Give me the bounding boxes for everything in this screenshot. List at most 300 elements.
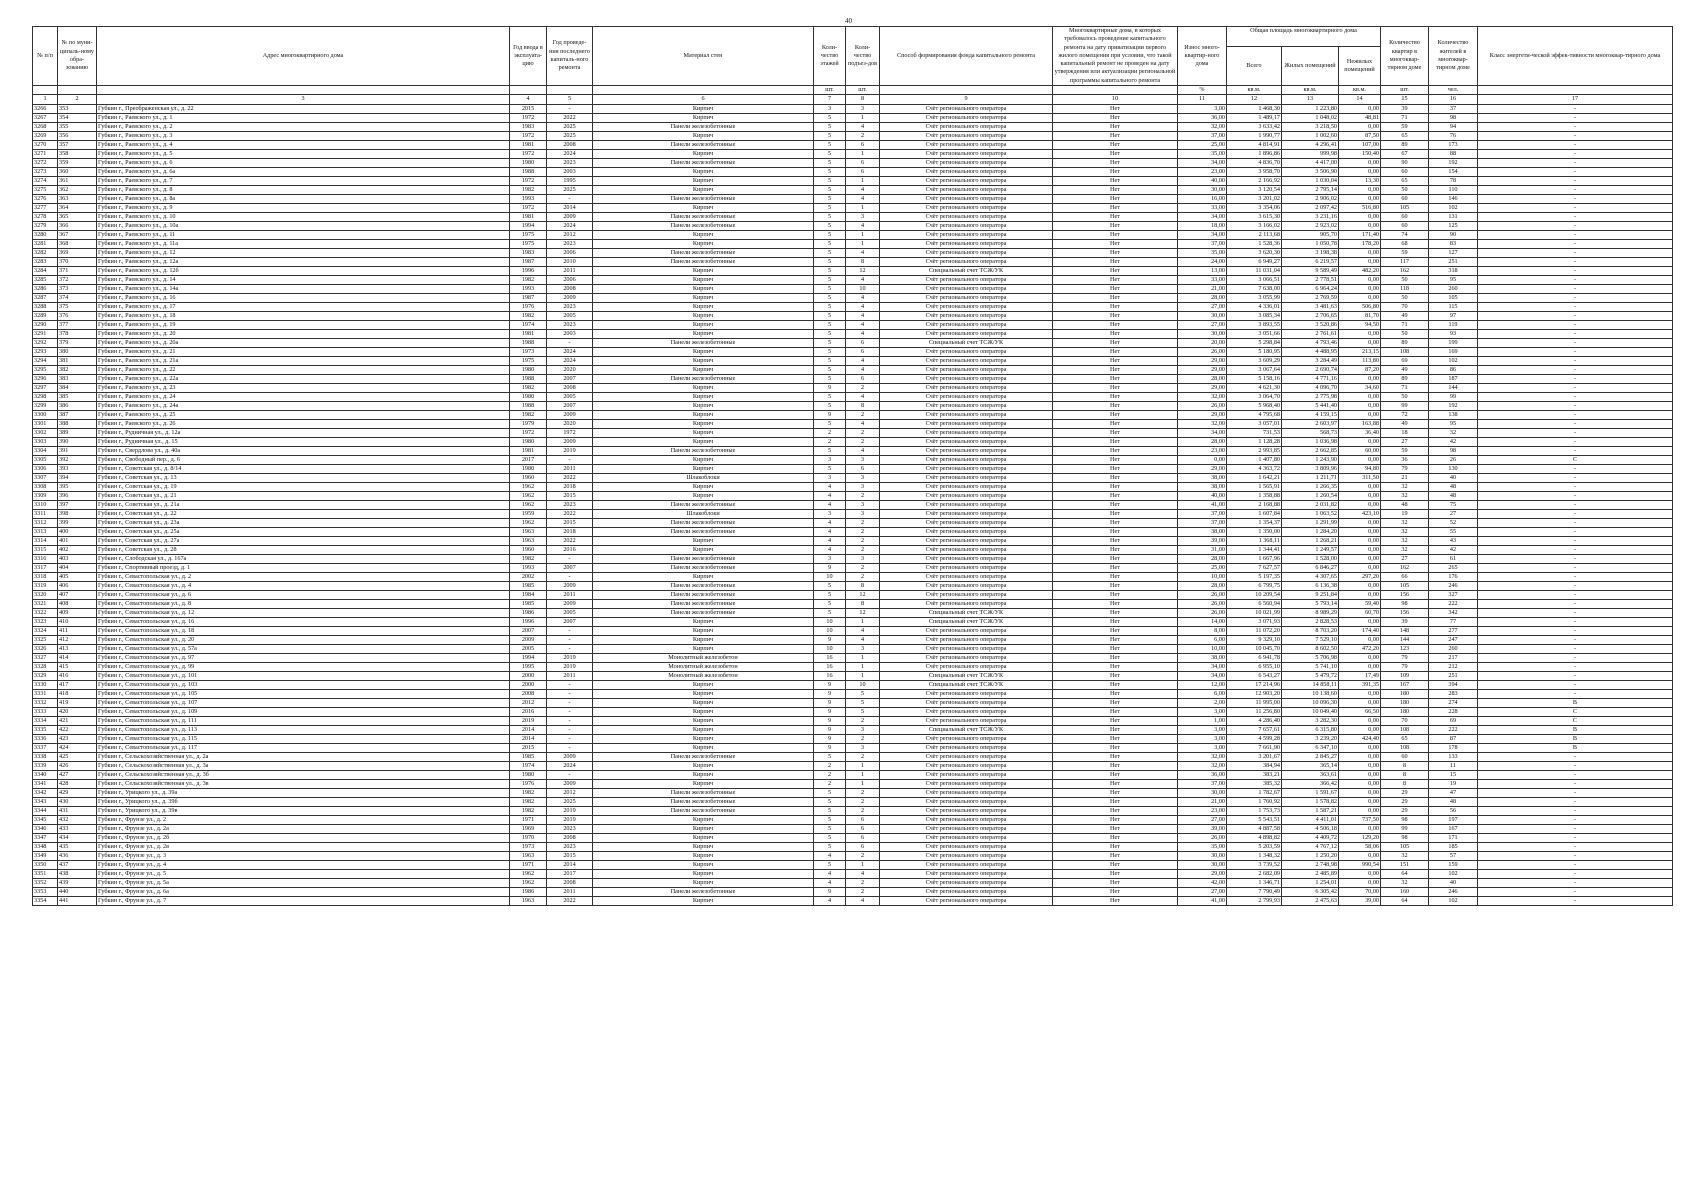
entrances-cell: 2 — [846, 383, 880, 392]
privatization-repair-cell: Нет — [1053, 347, 1178, 356]
entrances-cell: 2 — [846, 851, 880, 860]
year-built-cell: 1972 — [510, 113, 547, 122]
address-cell: Губкин г., Раевского ул., д. 26 — [97, 419, 510, 428]
floors-cell: 9 — [814, 716, 846, 725]
row-number-cell: 3306 — [33, 464, 58, 473]
area-total-cell: 12 903,20 — [1227, 689, 1282, 698]
residents-cell: 40 — [1429, 878, 1478, 887]
row-number-cell: 3334 — [33, 716, 58, 725]
municipal-number-cell: 438 — [58, 869, 97, 878]
address-cell: Губкин г., Севастопольская ул., д. 20 — [97, 635, 510, 644]
energy-class-cell: - — [1478, 419, 1673, 428]
entrances-cell: 2 — [846, 536, 880, 545]
apartments-cell: 98 — [1381, 815, 1429, 824]
wall-material-cell: Панели железобетонные — [593, 500, 814, 509]
area-residential-cell: 2 097,42 — [1282, 203, 1339, 212]
area-total-cell: 1 368,11 — [1227, 536, 1282, 545]
residents-cell: 78 — [1429, 176, 1478, 185]
address-cell: Губкин г., Фрунзе ул., д. 2а — [97, 824, 510, 833]
floors-cell: 9 — [814, 698, 846, 707]
last-repair-year-cell: 2005 — [547, 392, 593, 401]
last-repair-year-cell: 2023 — [547, 239, 593, 248]
wall-material-cell: Кирпич — [593, 491, 814, 500]
wear-cell: 34,00 — [1178, 662, 1227, 671]
entrances-cell: 4 — [846, 446, 880, 455]
table-row — [33, 131, 1673, 140]
municipal-number-cell: 377 — [58, 320, 97, 329]
row-number-cell: 3315 — [33, 545, 58, 554]
row-number-cell: 3337 — [33, 743, 58, 752]
privatization-repair-cell: Нет — [1053, 383, 1178, 392]
unit-cell — [880, 86, 1053, 95]
entrances-cell: 6 — [846, 833, 880, 842]
wear-cell: 10,00 — [1178, 572, 1227, 581]
apartments-cell: 36 — [1381, 455, 1429, 464]
address-cell: Губкин г., Сельскохозяйственная ул., д. 3б — [97, 770, 510, 779]
floors-cell: 4 — [814, 518, 846, 527]
entrances-cell: 4 — [846, 365, 880, 374]
area-nonresidential-cell: 0,00 — [1339, 221, 1381, 230]
area-residential-cell: 999,98 — [1282, 149, 1339, 158]
area-residential-cell: 4 096,70 — [1282, 383, 1339, 392]
wall-material-cell: Кирпич — [593, 185, 814, 194]
wall-material-cell: Кирпич — [593, 707, 814, 716]
address-cell: Губкин г., Урицкого ул., д. 39в — [97, 806, 510, 815]
wear-cell: 3,00 — [1178, 734, 1227, 743]
wall-material-cell: Кирпич — [593, 311, 814, 320]
area-nonresidential-cell: 0,00 — [1339, 617, 1381, 626]
wear-cell: 31,00 — [1178, 545, 1227, 554]
last-repair-year-cell: 2011 — [547, 464, 593, 473]
address-cell: Губкин г., Раевского ул., д. 20а — [97, 338, 510, 347]
address-cell: Губкин г., Севастопольская ул., д. 4 — [97, 581, 510, 590]
privatization-repair-cell: Нет — [1053, 230, 1178, 239]
address-cell: Губкин г., Фрунзе ул., д. 4 — [97, 860, 510, 869]
area-total-cell: 1 528,36 — [1227, 239, 1282, 248]
municipal-number-cell: 427 — [58, 770, 97, 779]
entrances-cell: 12 — [846, 266, 880, 275]
fund-method-cell: Счёт регионального оператора — [880, 347, 1053, 356]
area-nonresidential-cell: 0,00 — [1339, 545, 1381, 554]
area-total-cell: 3 066,51 — [1227, 275, 1282, 284]
last-repair-year-cell: - — [547, 635, 593, 644]
apartments-cell: 79 — [1381, 662, 1429, 671]
fund-method-cell: Счёт регионального оператора — [880, 689, 1053, 698]
unit-cell: чел. — [1429, 86, 1478, 95]
last-repair-year-cell: 2003 — [547, 329, 593, 338]
wall-material-cell: Панели железобетонные — [593, 158, 814, 167]
last-repair-year-cell: 2024 — [547, 149, 593, 158]
area-residential-cell: 1 211,71 — [1282, 473, 1339, 482]
area-total-cell: 1 667,96 — [1227, 554, 1282, 563]
energy-class-cell: - — [1478, 680, 1673, 689]
entrances-cell: 2 — [846, 734, 880, 743]
fund-method-cell: Счёт регионального оператора — [880, 248, 1053, 257]
year-built-cell: 1981 — [510, 329, 547, 338]
area-total-cell: 3 615,30 — [1227, 212, 1282, 221]
table-row — [33, 734, 1673, 743]
municipal-number-cell: 429 — [58, 788, 97, 797]
fund-method-cell: Счёт регионального оператора — [880, 284, 1053, 293]
entrances-cell: 1 — [846, 860, 880, 869]
entrances-cell: 2 — [846, 752, 880, 761]
residents-cell: 55 — [1429, 527, 1478, 536]
fund-method-cell: Счёт регионального оператора — [880, 635, 1053, 644]
energy-class-cell: - — [1478, 617, 1673, 626]
last-repair-year-cell: 2008 — [547, 878, 593, 887]
row-number-cell: 3324 — [33, 626, 58, 635]
wall-material-cell: Кирпич — [593, 239, 814, 248]
wall-material-cell: Кирпич — [593, 770, 814, 779]
area-residential-cell: 2 706,65 — [1282, 311, 1339, 320]
year-built-cell: 1962 — [510, 518, 547, 527]
table-row — [33, 824, 1673, 833]
header-wear: Износ много-квартир-ного дома — [1178, 27, 1227, 86]
fund-method-cell: Счёт регионального оператора — [880, 401, 1053, 410]
residents-cell: 185 — [1429, 842, 1478, 851]
address-cell: Губкин г., Свободный пер., д. 6 — [97, 455, 510, 464]
row-number-cell: 3271 — [33, 149, 58, 158]
area-total-cell: 5 543,51 — [1227, 815, 1282, 824]
area-nonresidential-cell: 0,00 — [1339, 878, 1381, 887]
privatization-repair-cell: Нет — [1053, 284, 1178, 293]
entrances-cell: 6 — [846, 464, 880, 473]
residents-cell: 138 — [1429, 410, 1478, 419]
entrances-cell: 12 — [846, 608, 880, 617]
address-cell: Губкин г., Раевского ул., д. 19 — [97, 320, 510, 329]
entrances-cell: 6 — [846, 824, 880, 833]
floors-cell: 5 — [814, 176, 846, 185]
privatization-repair-cell: Нет — [1053, 275, 1178, 284]
year-built-cell: 1975 — [510, 356, 547, 365]
residents-cell: 265 — [1429, 563, 1478, 572]
residents-cell: 105 — [1429, 293, 1478, 302]
energy-class-cell: - — [1478, 122, 1673, 131]
area-nonresidential-cell: 0,00 — [1339, 788, 1381, 797]
header-area-residential: Жилых помещений — [1282, 47, 1339, 86]
row-number-cell: 3319 — [33, 581, 58, 590]
address-cell: Губкин г., Севастопольская ул., д. 99 — [97, 662, 510, 671]
area-total-cell: 1 896,86 — [1227, 149, 1282, 158]
wear-cell: 21,00 — [1178, 797, 1227, 806]
last-repair-year-cell: 2006 — [547, 248, 593, 257]
energy-class-cell: B — [1478, 743, 1673, 752]
wall-material-cell: Панели железобетонные — [593, 806, 814, 815]
entrances-cell: 6 — [846, 338, 880, 347]
energy-class-cell: - — [1478, 554, 1673, 563]
address-cell: Губкин г., Раевского ул., д. 11а — [97, 239, 510, 248]
municipal-number-cell: 430 — [58, 797, 97, 806]
apartments-cell: 98 — [1381, 833, 1429, 842]
last-repair-year-cell: 2023 — [547, 302, 593, 311]
entrances-cell: 3 — [846, 725, 880, 734]
residents-cell: 154 — [1429, 167, 1478, 176]
residents-cell: 192 — [1429, 401, 1478, 410]
last-repair-year-cell: 2009 — [547, 581, 593, 590]
column-number-cell: 7 — [814, 95, 846, 104]
entrances-cell: 4 — [846, 185, 880, 194]
last-repair-year-cell: - — [547, 554, 593, 563]
address-cell: Губкин г., Урицкого ул., д. 39а — [97, 788, 510, 797]
floors-cell: 5 — [814, 320, 846, 329]
area-nonresidential-cell: 0,00 — [1339, 563, 1381, 572]
energy-class-cell: - — [1478, 275, 1673, 284]
privatization-repair-cell: Нет — [1053, 329, 1178, 338]
entrances-cell: 2 — [846, 716, 880, 725]
municipal-number-cell: 409 — [58, 608, 97, 617]
column-number-cell: 5 — [547, 95, 593, 104]
privatization-repair-cell: Нет — [1053, 545, 1178, 554]
address-cell: Губкин г., Сельскохозяйственная ул., д. 3а — [97, 761, 510, 770]
apartments-cell: 48 — [1381, 500, 1429, 509]
municipal-number-cell: 384 — [58, 383, 97, 392]
energy-class-cell: - — [1478, 482, 1673, 491]
residents-cell: 131 — [1429, 212, 1478, 221]
wall-material-cell: Кирпич — [593, 365, 814, 374]
column-number-cell: 11 — [1178, 95, 1227, 104]
municipal-number-cell: 390 — [58, 437, 97, 446]
last-repair-year-cell: 2024 — [547, 356, 593, 365]
wall-material-cell: Кирпич — [593, 815, 814, 824]
entrances-cell: 6 — [846, 347, 880, 356]
area-nonresidential-cell: 0,00 — [1339, 797, 1381, 806]
table-row — [33, 608, 1673, 617]
entrances-cell: 3 — [846, 212, 880, 221]
floors-cell: 5 — [814, 788, 846, 797]
entrances-cell: 4 — [846, 311, 880, 320]
area-total-cell: 17 214,96 — [1227, 680, 1282, 689]
fund-method-cell: Счёт регионального оператора — [880, 374, 1053, 383]
entrances-cell: 4 — [846, 635, 880, 644]
table-row — [33, 230, 1673, 239]
entrances-cell: 4 — [846, 194, 880, 203]
area-residential-cell: 363,61 — [1282, 770, 1339, 779]
row-number-cell: 3298 — [33, 392, 58, 401]
wall-material-cell: Кирпич — [593, 320, 814, 329]
address-cell: Губкин г., Рудничная ул., д. 15 — [97, 437, 510, 446]
area-nonresidential-cell: 94,80 — [1339, 464, 1381, 473]
residents-cell: 167 — [1429, 824, 1478, 833]
energy-class-cell: - — [1478, 158, 1673, 167]
wear-cell: 3,00 — [1178, 725, 1227, 734]
apartments-cell: 160 — [1381, 887, 1429, 896]
address-cell: Губкин г., Фрунзе ул., д. 6а — [97, 887, 510, 896]
fund-method-cell: Счёт регионального оператора — [880, 815, 1053, 824]
row-number-cell: 3336 — [33, 734, 58, 743]
row-number-cell: 3338 — [33, 752, 58, 761]
last-repair-year-cell: 2025 — [547, 797, 593, 806]
residents-cell: 222 — [1429, 725, 1478, 734]
privatization-repair-cell: Нет — [1053, 212, 1178, 221]
wall-material-cell: Кирпич — [593, 833, 814, 842]
residents-cell: 173 — [1429, 140, 1478, 149]
last-repair-year-cell: 2015 — [547, 491, 593, 500]
fund-method-cell: Счёт регионального оператора — [880, 113, 1053, 122]
wall-material-cell: Кирпич — [593, 680, 814, 689]
wear-cell: 30,00 — [1178, 788, 1227, 797]
apartments-cell: 29 — [1381, 788, 1429, 797]
table-row — [33, 779, 1673, 788]
apartments-cell: 105 — [1381, 842, 1429, 851]
municipal-number-cell: 436 — [58, 851, 97, 860]
privatization-repair-cell: Нет — [1053, 239, 1178, 248]
apartments-cell: 99 — [1381, 401, 1429, 410]
area-residential-cell: 4 771,16 — [1282, 374, 1339, 383]
privatization-repair-cell: Нет — [1053, 743, 1178, 752]
fund-method-cell: Счёт регионального оператора — [880, 455, 1053, 464]
wall-material-cell: Шлакоблоки — [593, 473, 814, 482]
area-total-cell: 4 363,72 — [1227, 464, 1282, 473]
wall-material-cell: Кирпич — [593, 635, 814, 644]
row-number-cell: 3331 — [33, 689, 58, 698]
municipal-number-cell: 441 — [58, 896, 97, 905]
address-cell: Губкин г., Спортивный проезд, д. 1 — [97, 563, 510, 572]
unit-cell — [58, 86, 97, 95]
address-cell: Губкин г., Советская ул., д. 8/14 — [97, 464, 510, 473]
table-row — [33, 842, 1673, 851]
apartments-cell: 59 — [1381, 122, 1429, 131]
area-total-cell: 7 661,90 — [1227, 743, 1282, 752]
address-cell: Губкин г., Урицкого ул., д. 39б — [97, 797, 510, 806]
area-nonresidential-cell: 0,00 — [1339, 779, 1381, 788]
energy-class-cell: - — [1478, 563, 1673, 572]
table-row — [33, 815, 1673, 824]
fund-method-cell: Счёт регионального оператора — [880, 230, 1053, 239]
area-total-cell: 3 201,67 — [1227, 752, 1282, 761]
wall-material-cell: Кирпич — [593, 275, 814, 284]
last-repair-year-cell: - — [547, 338, 593, 347]
municipal-number-cell: 375 — [58, 302, 97, 311]
area-total-cell: 5 298,84 — [1227, 338, 1282, 347]
floors-cell: 16 — [814, 653, 846, 662]
year-built-cell: 1972 — [510, 203, 547, 212]
last-repair-year-cell: 2023 — [547, 842, 593, 851]
address-cell: Губкин г., Севастопольская ул., д. 117 — [97, 743, 510, 752]
wear-cell: 26,00 — [1178, 608, 1227, 617]
apartments-cell: 105 — [1381, 203, 1429, 212]
year-built-cell: 1976 — [510, 779, 547, 788]
row-number-cell: 3339 — [33, 761, 58, 770]
apartments-cell: 74 — [1381, 230, 1429, 239]
energy-class-cell: B — [1478, 725, 1673, 734]
floors-cell: 5 — [814, 185, 846, 194]
address-cell: Губкин г., Раевского ул., д. 22а — [97, 374, 510, 383]
fund-method-cell: Специальный счет ТСЖ/УК — [880, 680, 1053, 689]
area-nonresidential-cell: 0,00 — [1339, 554, 1381, 563]
area-nonresidential-cell: 391,35 — [1339, 680, 1381, 689]
residents-cell: 125 — [1429, 221, 1478, 230]
last-repair-year-cell: 2018 — [547, 527, 593, 536]
header-fund-method: Способ формирования фонда капитального ремонта — [880, 27, 1053, 86]
energy-class-cell: - — [1478, 140, 1673, 149]
fund-method-cell: Счёт регионального оператора — [880, 437, 1053, 446]
header-energy-class: Класс энергети-ческой эффек-тивности многоквар-тирного дома — [1478, 27, 1673, 86]
entrances-cell: 8 — [846, 257, 880, 266]
fund-method-cell: Счёт регионального оператора — [880, 176, 1053, 185]
table-row — [33, 374, 1673, 383]
header-residents: Количество жителей в многоквар-тирном доме — [1429, 27, 1478, 86]
privatization-repair-cell: Нет — [1053, 464, 1178, 473]
area-residential-cell: 2 662,85 — [1282, 446, 1339, 455]
wall-material-cell: Панели железобетонные — [593, 212, 814, 221]
energy-class-cell: - — [1478, 311, 1673, 320]
residents-cell: 77 — [1429, 617, 1478, 626]
row-number-cell: 3289 — [33, 311, 58, 320]
privatization-repair-cell: Нет — [1053, 302, 1178, 311]
column-number-cell: 6 — [593, 95, 814, 104]
address-cell: Губкин г., Раевского ул., д. 21 — [97, 347, 510, 356]
wear-cell: 29,00 — [1178, 365, 1227, 374]
entrances-cell: 4 — [846, 122, 880, 131]
energy-class-cell: - — [1478, 635, 1673, 644]
row-number-cell: 3283 — [33, 257, 58, 266]
floors-cell: 4 — [814, 482, 846, 491]
municipal-number-cell: 419 — [58, 698, 97, 707]
table-row — [33, 266, 1673, 275]
apartments-cell: 118 — [1381, 284, 1429, 293]
apartments-cell: 109 — [1381, 671, 1429, 680]
row-number-cell: 3304 — [33, 446, 58, 455]
floors-cell: 5 — [814, 248, 846, 257]
entrances-cell: 3 — [846, 473, 880, 482]
header-row-number: № п/п — [33, 27, 58, 86]
apartments-cell: 27 — [1381, 437, 1429, 446]
area-nonresidential-cell: 150,40 — [1339, 149, 1381, 158]
area-residential-cell: 1 266,35 — [1282, 482, 1339, 491]
row-number-cell: 3347 — [33, 833, 58, 842]
privatization-repair-cell: Нет — [1053, 266, 1178, 275]
privatization-repair-cell: Нет — [1053, 806, 1178, 815]
row-number-cell: 3325 — [33, 635, 58, 644]
entrances-cell: 4 — [846, 293, 880, 302]
residents-cell: 217 — [1429, 653, 1478, 662]
wear-cell: 23,00 — [1178, 806, 1227, 815]
area-total-cell: 4 814,91 — [1227, 140, 1282, 149]
apartments-cell: 32 — [1381, 878, 1429, 887]
privatization-repair-cell: Нет — [1053, 428, 1178, 437]
residents-cell: 102 — [1429, 356, 1478, 365]
energy-class-cell: - — [1478, 383, 1673, 392]
area-nonresidential-cell: 0,00 — [1339, 104, 1381, 113]
year-built-cell: 2019 — [510, 716, 547, 725]
wall-material-cell: Панели железобетонные — [593, 581, 814, 590]
address-cell: Губкин г., Раевского ул., д. 9 — [97, 203, 510, 212]
area-total-cell: 7 790,49 — [1227, 887, 1282, 896]
energy-class-cell: - — [1478, 770, 1673, 779]
privatization-repair-cell: Нет — [1053, 140, 1178, 149]
row-number-cell: 3312 — [33, 518, 58, 527]
table-row — [33, 302, 1673, 311]
wear-cell: 32,00 — [1178, 761, 1227, 770]
residents-cell: 342 — [1429, 608, 1478, 617]
floors-cell: 5 — [814, 401, 846, 410]
municipal-number-cell: 403 — [58, 554, 97, 563]
energy-class-cell: - — [1478, 203, 1673, 212]
privatization-repair-cell: Нет — [1053, 734, 1178, 743]
area-total-cell: 5 968,40 — [1227, 401, 1282, 410]
wear-cell: 1,00 — [1178, 716, 1227, 725]
municipal-number-cell: 424 — [58, 743, 97, 752]
residents-cell: 130 — [1429, 464, 1478, 473]
area-nonresidential-cell: 297,20 — [1339, 572, 1381, 581]
residents-cell: 42 — [1429, 437, 1478, 446]
row-number-cell: 3313 — [33, 527, 58, 536]
last-repair-year-cell: 2007 — [547, 617, 593, 626]
area-residential-cell: 3 520,86 — [1282, 320, 1339, 329]
apartments-cell: 72 — [1381, 410, 1429, 419]
row-number-cell: 3317 — [33, 563, 58, 572]
energy-class-cell: - — [1478, 824, 1673, 833]
